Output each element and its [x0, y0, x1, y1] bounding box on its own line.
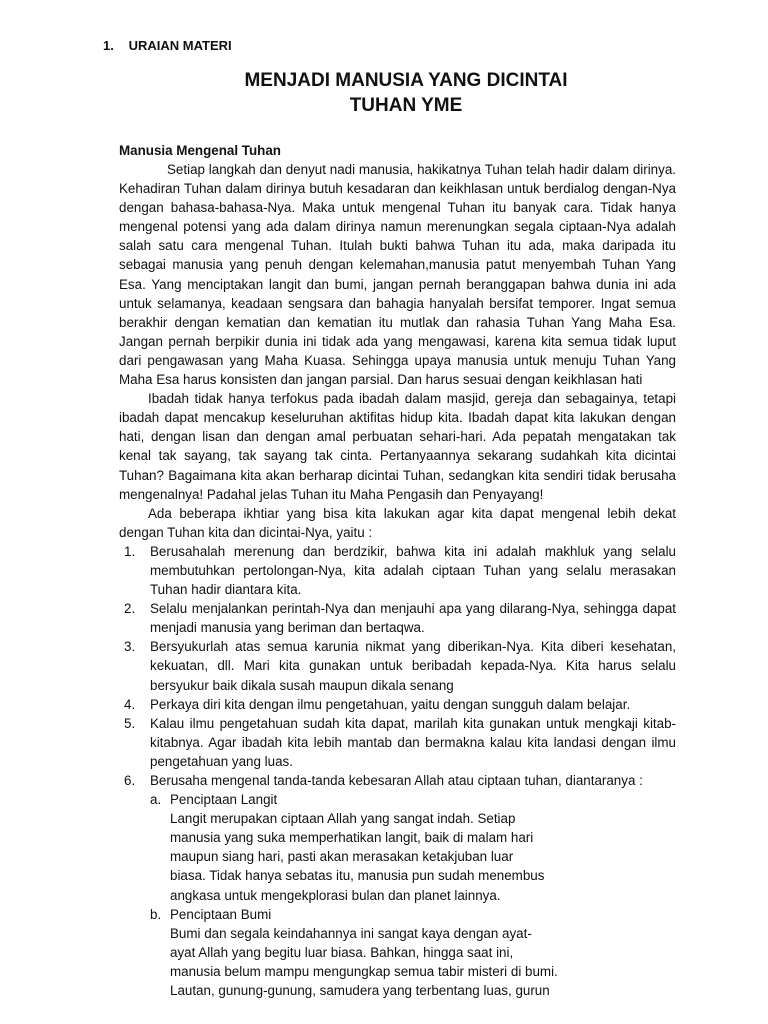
- body-line: Lautan, gunung-gunung, samudera yang terbentang luas, gurun: [170, 983, 550, 999]
- body-line: biasa. Tidak hanya sebatas itu, manusia pun sudah menembus: [170, 868, 545, 884]
- subheading: Manusia Mengenal Tuhan: [119, 143, 281, 158]
- list-item-text: Selalu menjalankan perintah-Nya dan menjauhi apa yang dilarang-Nya, sehingga dapat menjadi manusia yang beriman dan bertaqwa.: [150, 601, 676, 636]
- paragraph-3: Ada beberapa ikhtiar yang bisa kita lakukan agar kita dapat mengenal lebih dekat dengan Tuhan kita dan dicintai-Nya, yaitu :: [119, 505, 676, 540]
- list-item: [119, 542, 676, 599]
- list-marker: 4.: [124, 696, 136, 712]
- list-item: [119, 714, 676, 771]
- paragraph-2: Ibadah tidak hanya terfokus pada ibadah dalam masjid, gereja dan sebagainya, tetapi ibadah dapat mencakup keseluruhan aktifitas hidup kita. Ibadah dapat kita lakukan dengan hati, dengan lisan dan dengan amal perbuatan sehari-hari. Ada pepatah mengatakan tak kenal tak sayang, tak sayang tak cinta. Pertanyaannya sekarang sudahkah kita dicintai Tuhan? Bagaimana kita akan berharap dicintai Tuhan, sedangkan kita sendiri tidak berusaha mengenalnya! Padahal jelas Tuhan itu Maha Pengasih dan Penyayang!: [119, 391, 676, 502]
- body-line: manusia yang suka memperhatikan langit, baik di malam hari: [170, 830, 534, 846]
- list-item: [119, 771, 676, 1000]
- list-item: [119, 695, 676, 714]
- list-item-text: Berusahalah merenung dan berdzikir, bahwa kita ini adalah makhluk yang selalu membutuhkan pertolongan-Nya, kita adalah ciptaan Tuhan yang selalu merasakan Tuhan hadir diantara kita.: [150, 543, 676, 598]
- sublist-marker: a.: [150, 792, 162, 808]
- body-line: ayat Allah yang begitu luar biasa. Bahkan, hingga saat ini,: [170, 944, 514, 960]
- body-line: manusia belum mampu mengungkap semua tabir misteri di bumi.: [170, 963, 558, 979]
- list-item-text: Bersyukurlah atas semua karunia nikmat yang diberikan-Nya. Kita diberi kesehatan, kekuatan, dll. Mari kita gunakan untuk beribadah kepada-Nya. Kita harus selalu bersyukur baik dikala susah maupun dikala senang: [150, 639, 676, 693]
- sublist-title: Penciptaan Bumi: [170, 906, 272, 922]
- paragraph-1: Setiap langkah dan denyut nadi manusia, hakikatnya Tuhan telah hadir dalam dirinya. Kehadiran Tuhan dalam dirinya butuh kesadaran dan keikhlasan untuk berdialog dengan-Nya dengan bahasa-bahasa-Nya. Maka untuk mengenal Tuhan itu banyak cara. Tidak hanya mengenal potensi yang ada dalam dirinya namun merenungkan segala ciptaan-Nya adalah salah satu cara mengenal Tuhan. Itulah bukti bahwa Tuhan itu ada, maka daripada itu sebagai manusia yang penuh dengan kelemahan,manusia patut menyembah Tuhan Yang Esa. Yang menciptakan langit dan bumi, jangan pernah beranggapan bahwa dunia ini ada untuk selamanya, keadaan sengsara dan bahagia hanyalah bersifat temporer. Ingat semua berakhir dengan kematian dan kematian itu mutlak dan rahasia Tuhan Yang Maha Esa. Jangan pernah berpikir dunia ini tidak ada yang mengawasi, karena kita semua tidak luput dari pengawasan yang Maha Kuasa. Sehingga upaya manusia untuk menuju Tuhan Yang Maha Esa harus konsisten dan jangan parsial. Dan harus sesuai dengan keikhlasan hati: [119, 162, 676, 388]
- list-marker: 6.: [124, 773, 136, 788]
- list-marker: 3.: [124, 639, 136, 655]
- document-body: [119, 141, 676, 1000]
- body-line: Bumi dan segala keindahannya ini sangat kaya dengan ayat-: [170, 925, 532, 941]
- sublist-item-langit: [150, 790, 676, 905]
- list-item: [119, 637, 676, 694]
- sublist-body: [170, 924, 676, 1000]
- body-line: maupun siang hari, pasti akan merasakan ketakjuban luar: [170, 849, 514, 865]
- list-item-text: Perkaya diri kita dengan ilmu pengetahuan, yaitu dengan sungguh dalam belajar.: [150, 696, 631, 712]
- creation-sublist: [150, 790, 676, 1000]
- list-item-text: Kalau ilmu pengetahuan sudah kita dapat, marilah kita gunakan untuk mengkaji kitab-kitabnya. Agar ibadah kita lebih mantab dan bermakna kalau kita landasi dengan ilmu pengetahuan yang luas.: [150, 715, 676, 769]
- ikhtiar-list: [119, 542, 676, 1000]
- sublist-marker: b.: [150, 906, 162, 922]
- title-line-1: MENJADI MANUSIA YANG DICINTAI: [244, 70, 568, 91]
- list-marker: 5.: [124, 715, 136, 731]
- section-number: 1.: [103, 38, 114, 53]
- list-marker: 1.: [124, 543, 136, 559]
- list-item-text: Berusaha mengenal tanda-tanda kebesaran Allah atau ciptaan tuhan, diantaranya :: [150, 773, 643, 788]
- sublist-title: Penciptaan Langit: [170, 792, 278, 808]
- section-title: URAIAN MATERI: [128, 38, 232, 53]
- body-line: Langit merupakan ciptaan Allah yang sangat indah. Setiap: [170, 811, 516, 827]
- document-title: [100, 68, 712, 118]
- section-heading: [103, 38, 232, 53]
- list-item: [119, 599, 676, 637]
- sublist-item-bumi: [150, 905, 676, 1000]
- title-line-2: TUHAN YME: [349, 95, 463, 116]
- list-marker: 2.: [124, 601, 136, 617]
- sublist-body: [170, 809, 676, 904]
- body-line: angkasa untuk mengekplorasi bulan dan planet lainnya.: [170, 887, 501, 903]
